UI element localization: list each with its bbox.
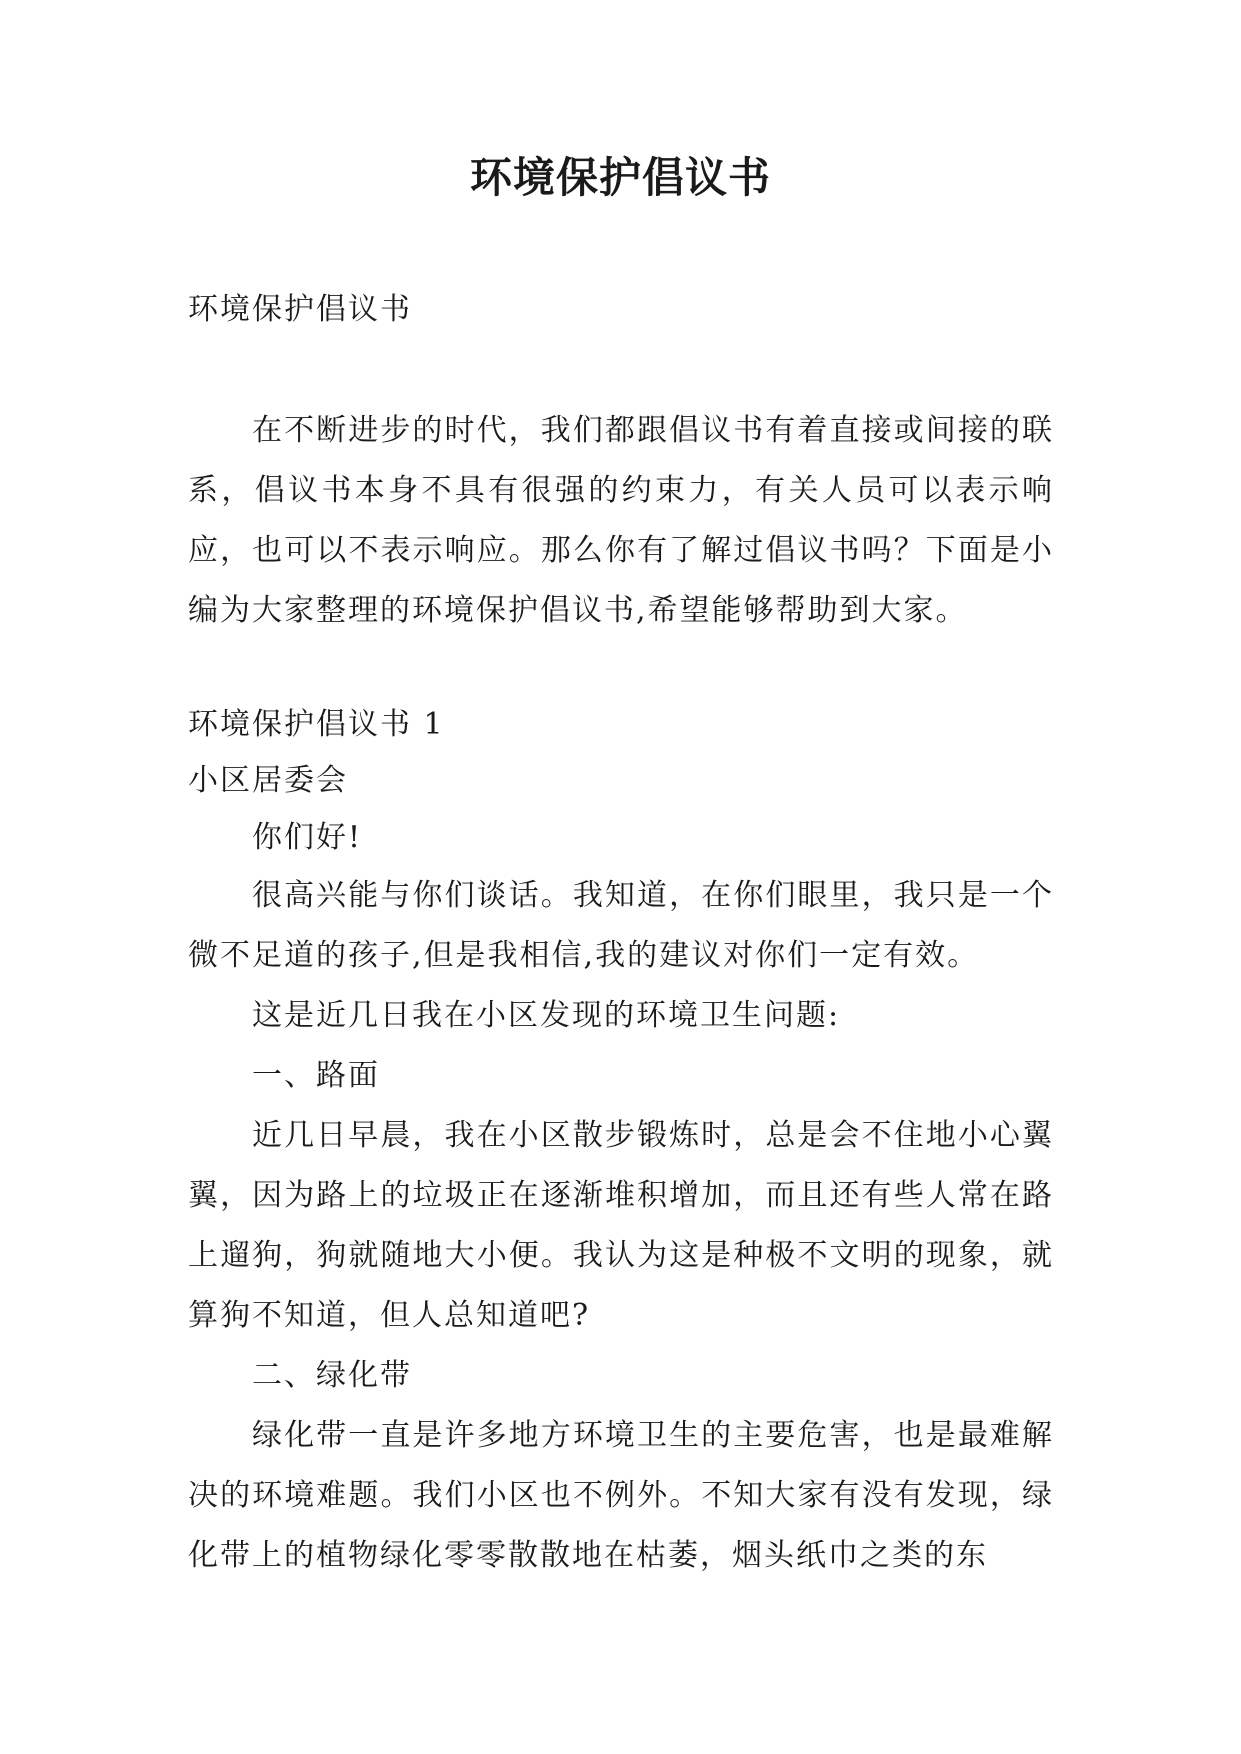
body-paragraph: 近几日早晨，我在小区散步锻炼时，总是会不住地小心翼翼，因为路上的垃圾正在逐渐堆积增加，而且还有些人常在路上遛狗，狗就随地大小便。我认为这是种极不文明的现象，就算狗不知道，但人总知道吧? bbox=[188, 1118, 1054, 1333]
heading-green-belt: 二、绿化带 bbox=[252, 1358, 412, 1393]
intro-paragraph: 在不断进步的时代，我们都跟倡议书有着直接或间接的联系，倡议书本身不具有很强的约束力，有关人员可以表示响应，也可以不表示响应。那么你有了解过倡议书吗？下面是小编为大家整理的环境保护倡议书,希望能够帮助到大家。 bbox=[188, 413, 1054, 628]
letter-section bbox=[188, 700, 1054, 1586]
greeting: 你们好! bbox=[252, 820, 363, 855]
body-paragraph: 很高兴能与你们谈话。我知道，在你们眼里，我只是一个微不足道的孩子,但是我相信,我的建议对你们一定有效。 bbox=[188, 878, 1054, 973]
heading-roads: 一、路面 bbox=[252, 1058, 380, 1093]
intro-section bbox=[188, 401, 1054, 641]
section-title: 环境保护倡议书 1 bbox=[188, 707, 445, 742]
document-subtitle: 环境保护倡议书 bbox=[188, 292, 412, 327]
body-paragraph: 这是近几日我在小区发现的环境卫生问题: bbox=[252, 998, 841, 1033]
body-paragraph: 绿化带一直是许多地方环境卫生的主要危害，也是最难解决的环境难题。我们小区也不例外。不知大家有没有发现，绿化带上的植物绿化零零散散地在枯萎，烟头纸巾之类的东 bbox=[188, 1418, 1054, 1573]
document-title: 环境保护倡议书 bbox=[469, 153, 771, 202]
addressee: 小区居委会 bbox=[188, 763, 348, 798]
